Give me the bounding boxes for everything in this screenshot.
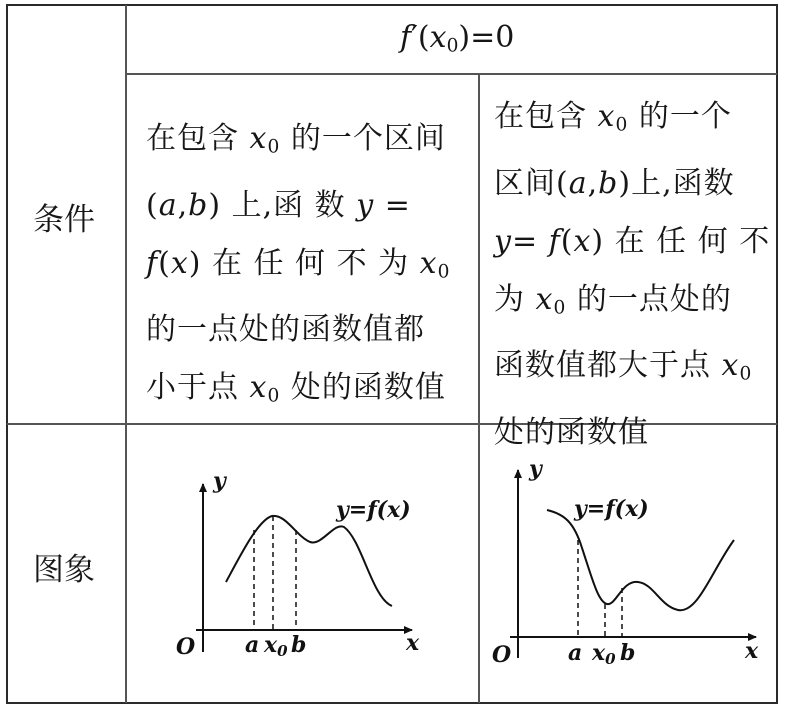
right-curve-label: y=f(x) (574, 496, 649, 522)
row-label-graph: 图象 (33, 552, 95, 588)
left-line-1: 在包含 $x_0$ 的一个区间 (146, 121, 446, 158)
row-label-condition: 条件 (33, 202, 95, 238)
right-tick-a: a (568, 640, 583, 666)
left-curve-label: y=f(x) (336, 497, 411, 523)
right-x-label: x (745, 638, 759, 664)
right-origin-label: O (492, 642, 512, 668)
right-curve (547, 510, 734, 610)
right-line-2: 区间(a,b)上,函数 (494, 165, 735, 201)
left-line-5: 小于点 $x_0$ 处的函数值 (146, 370, 446, 407)
right-line-3: y= f(x) 在 任 何 不 (494, 223, 771, 259)
right-tick-x0: x0 (592, 640, 616, 668)
left-origin-label: O (176, 634, 196, 660)
left-line-2: (a,b) 上,函 数 y = (146, 187, 411, 223)
left-y-label: y (213, 468, 226, 494)
left-tick-b: b (291, 632, 307, 658)
right-line-4: 为 $x_0$ 的一点处的 (494, 281, 732, 319)
left-x-label: x (406, 630, 420, 656)
right-tick-b: b (620, 640, 636, 666)
left-line-3: f(x) 在 任 何 不 为 $x_0$ (146, 245, 451, 283)
right-y-label: y (529, 456, 542, 482)
header-formula: $f'(x_0)=0$ (400, 20, 515, 57)
right-line-6: 处的函数值 (494, 414, 649, 450)
left-line-4: 的一点处的函数值都 (146, 312, 425, 348)
right-line-1: 在包含 $x_0$ 的一个 (494, 99, 732, 136)
left-tick-x0: x0 (264, 632, 288, 660)
left-tick-a: a (245, 632, 260, 658)
right-line-5: 函数值都大于点 $x_0$ (494, 348, 753, 385)
